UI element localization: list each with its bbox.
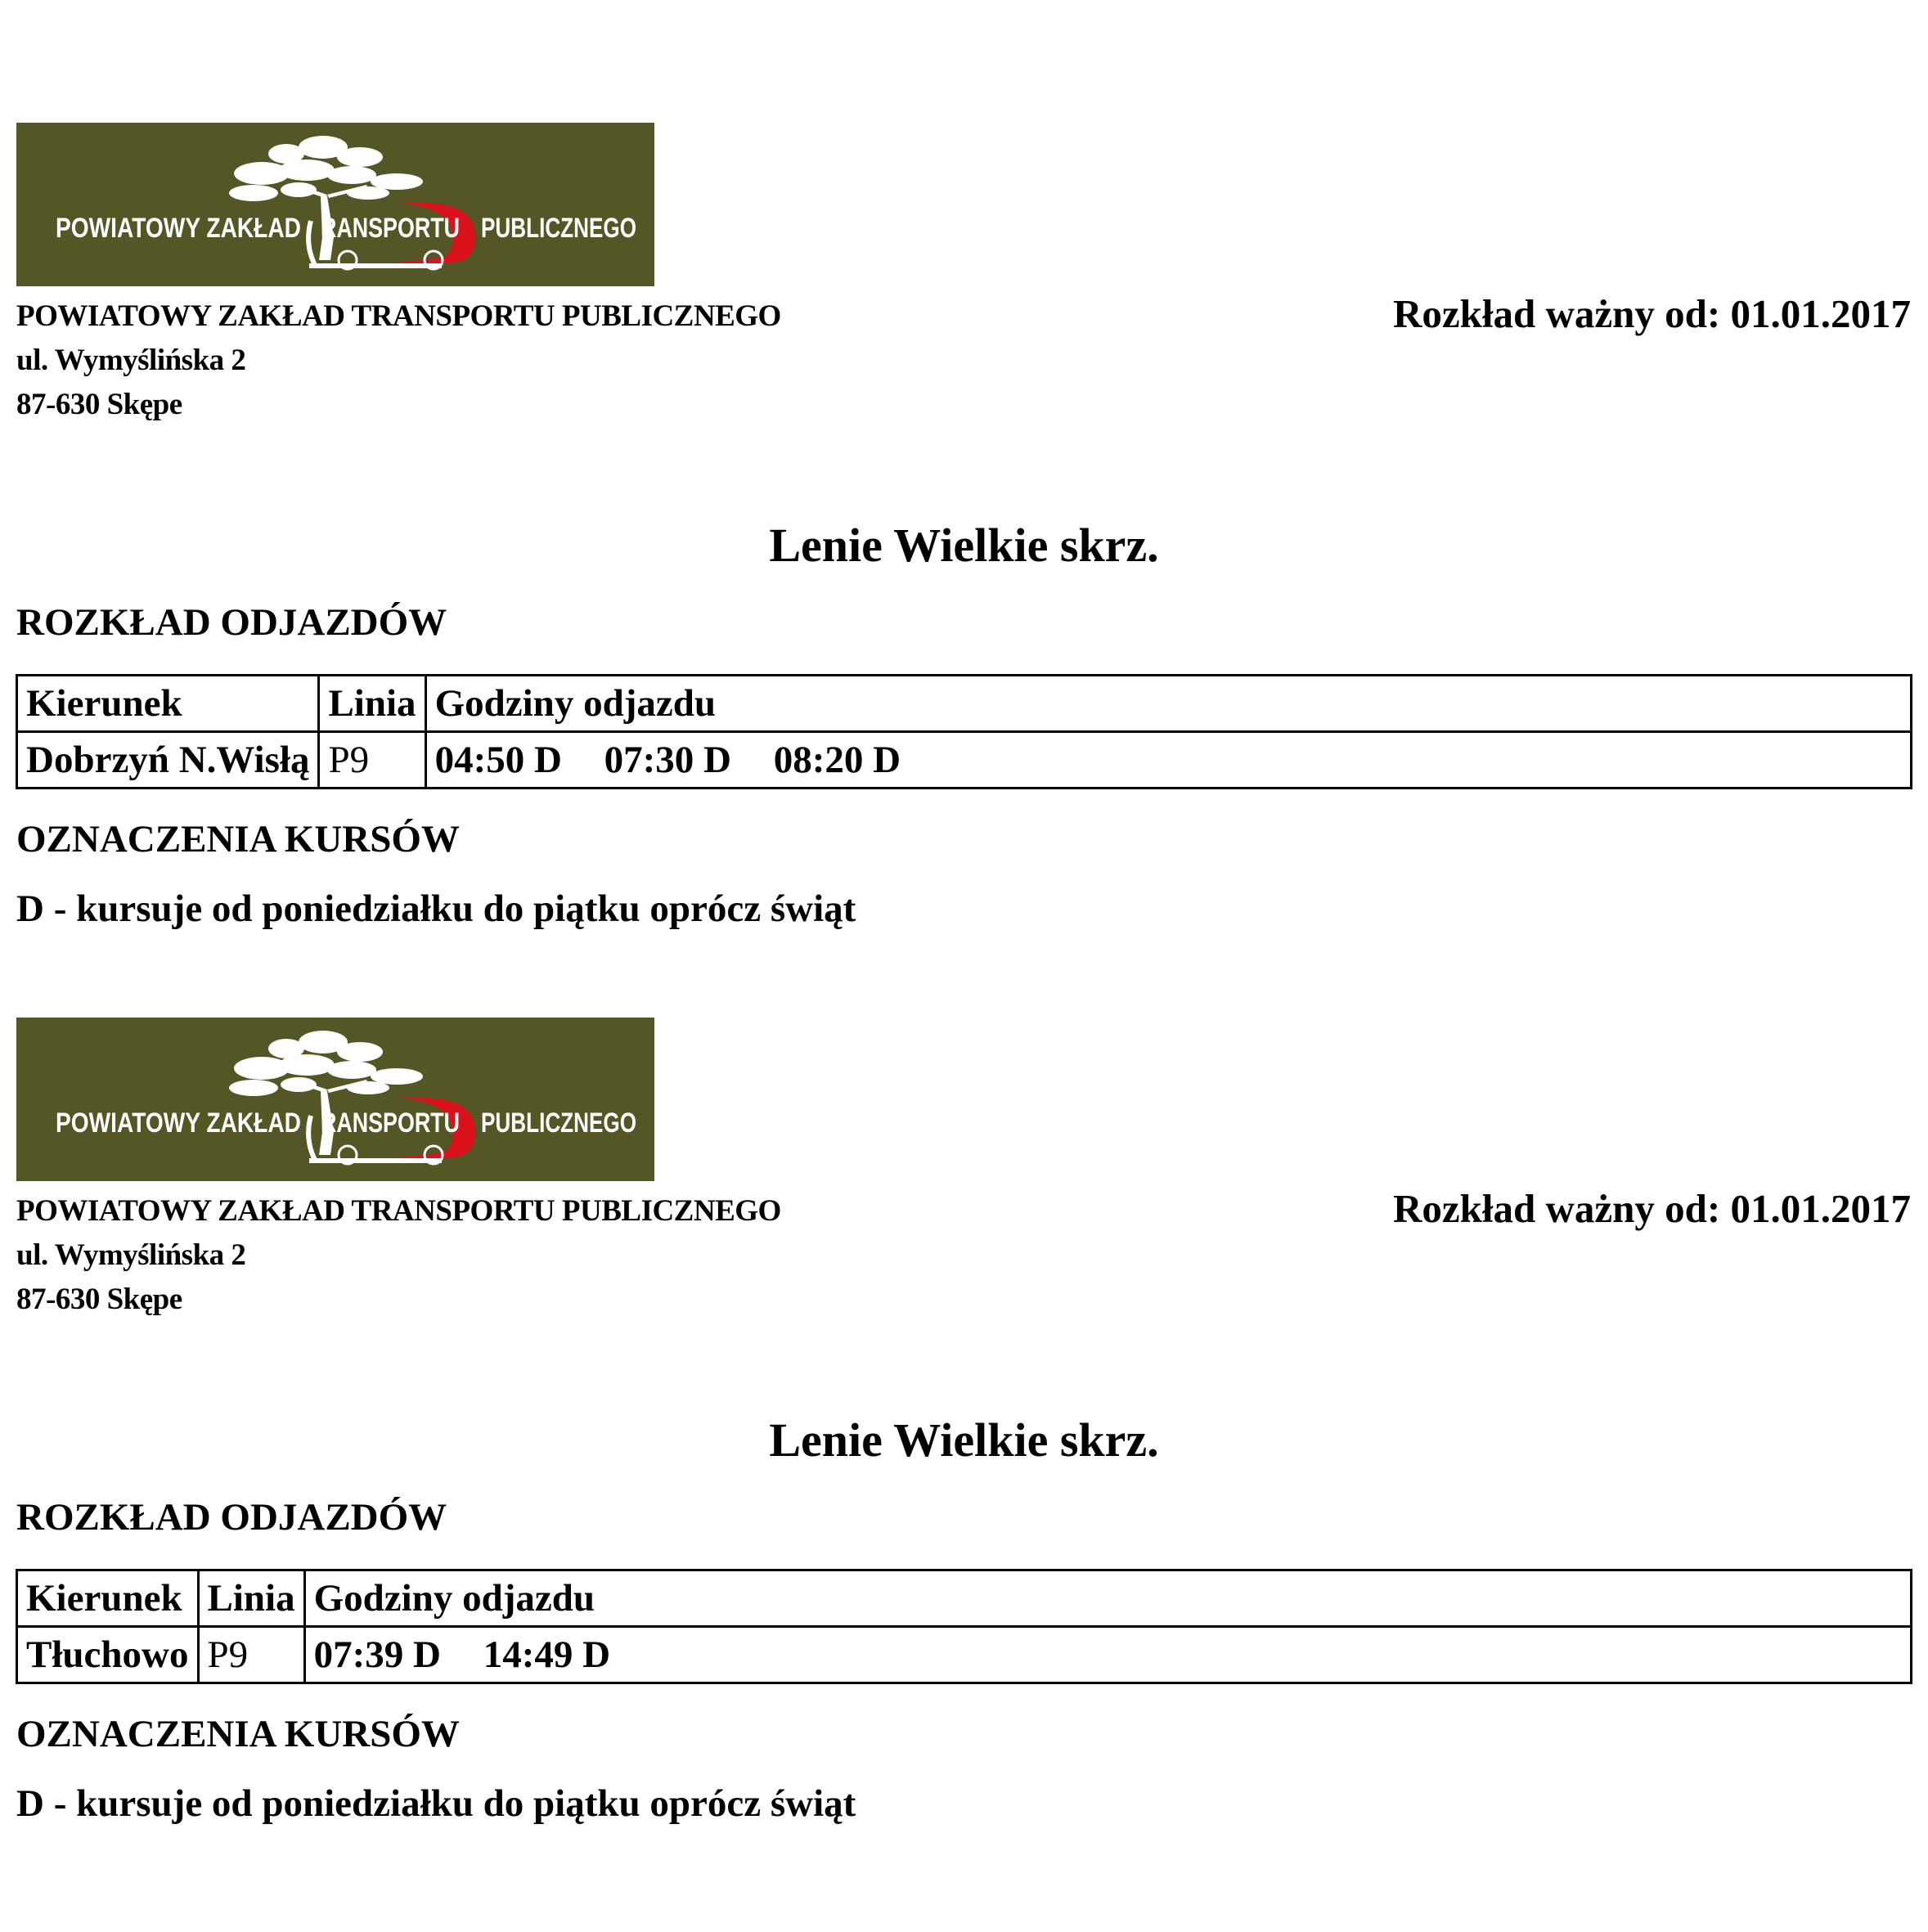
logo-text-left: POWIATOWY ZAKŁAD [56, 1108, 301, 1139]
departure-time: 07:39 D [313, 1633, 441, 1676]
logo-text-mid: RANSPORTU [321, 1108, 460, 1139]
org-address-street: ul. Wymyślińska 2 [16, 344, 246, 377]
departure-time: 14:49 D [483, 1633, 611, 1676]
table-row [17, 1627, 1912, 1683]
table-row [17, 732, 1912, 789]
stop-name: Lenie Wielkie skrz. [769, 519, 1159, 572]
header-line: Linia [319, 676, 425, 732]
org-name: POWIATOWY ZAKŁAD TRANSPORTU PUBLICZNEGO [16, 299, 781, 333]
header-line: Linia [198, 1570, 304, 1627]
departure-time: 04:50 D [434, 739, 562, 781]
table-header-row [17, 676, 1912, 732]
company-logo [16, 123, 654, 286]
header-times: Godziny odjazdu [425, 676, 1911, 732]
legend-text: D - kursuje od poniedziałku do piątku oprócz świąt [16, 1782, 856, 1825]
org-address-city: 87-630 Skępe [16, 388, 182, 421]
logo-text-left: POWIATOWY ZAKŁAD [56, 213, 301, 244]
valid-from: Rozkład ważny od: 01.01.2017 [1393, 1186, 1911, 1231]
cell-direction: Dobrzyń N.Wisłą [17, 732, 319, 789]
header-direction: Kierunek [17, 1570, 199, 1627]
logo-text-right: PUBLICZNEGO [481, 1108, 636, 1139]
tree-bus-logo-icon [16, 1018, 654, 1181]
departure-time: 07:30 D [604, 739, 731, 781]
timetable [16, 674, 1912, 789]
logo-text-right: PUBLICZNEGO [481, 213, 636, 244]
org-address-street: ul. Wymyślińska 2 [16, 1238, 246, 1272]
legend-heading: OZNACZENIA KURSÓW [16, 1713, 460, 1755]
company-logo [16, 1018, 654, 1181]
cell-line: P9 [198, 1627, 304, 1683]
valid-from: Rozkład ważny od: 01.01.2017 [1393, 291, 1911, 336]
cell-direction: Tłuchowo [17, 1627, 199, 1683]
logo-text-mid: RANSPORTU [321, 213, 460, 244]
header-times: Godziny odjazdu [304, 1570, 1911, 1627]
org-name: POWIATOWY ZAKŁAD TRANSPORTU PUBLICZNEGO [16, 1194, 781, 1228]
timetable-heading: ROZKŁAD ODJAZDÓW [16, 601, 447, 644]
legend-text: D - kursuje od poniedziałku do piątku oprócz świąt [16, 887, 856, 930]
stop-name: Lenie Wielkie skrz. [769, 1413, 1159, 1467]
timetable [16, 1569, 1912, 1684]
header-direction: Kierunek [17, 676, 319, 732]
departure-time: 08:20 D [773, 739, 901, 781]
tree-bus-logo-icon [16, 123, 654, 286]
legend-heading: OZNACZENIA KURSÓW [16, 818, 460, 860]
cell-times [425, 732, 1911, 789]
table-header-row [17, 1570, 1912, 1627]
cell-line: P9 [319, 732, 425, 789]
org-address-city: 87-630 Skępe [16, 1283, 182, 1316]
timetable-heading: ROZKŁAD ODJAZDÓW [16, 1496, 447, 1539]
cell-times [304, 1627, 1911, 1683]
